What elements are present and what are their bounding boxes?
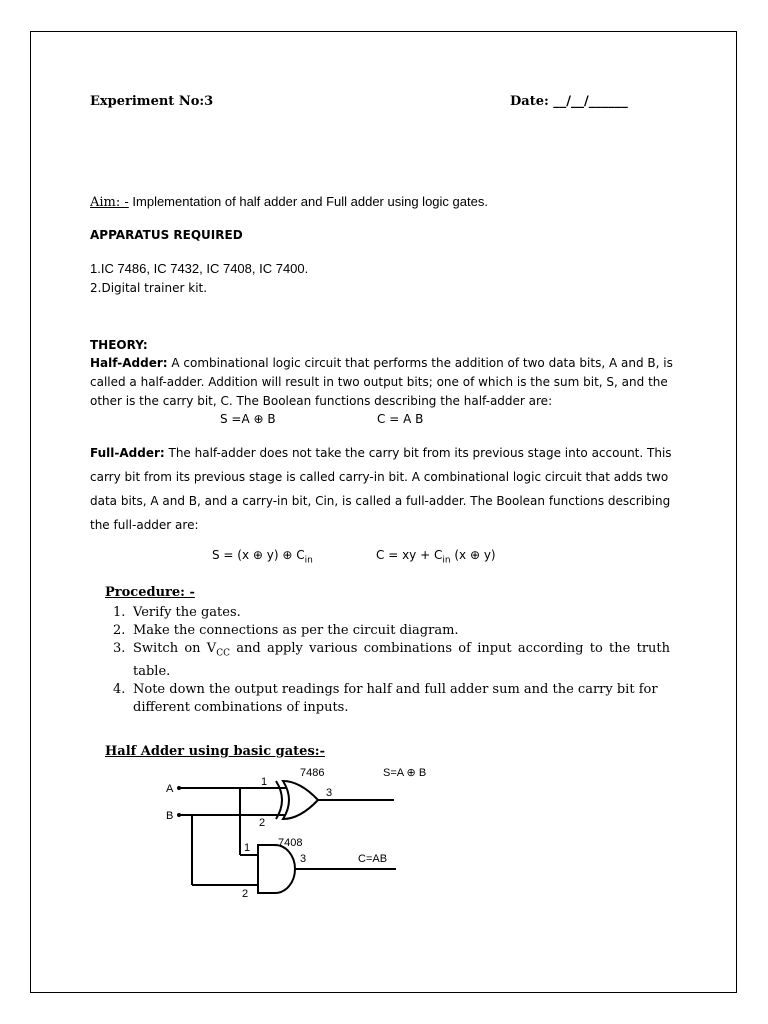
apparatus-item-1: 1.IC 7486, IC 7432, IC 7408, IC 7400. <box>90 261 309 276</box>
carry-label: C=AB <box>358 853 388 865</box>
step-text-tail: and apply various combinations of input according to the truth table. <box>133 641 671 679</box>
full-carry-subscript: in <box>442 555 451 566</box>
input-b-label: B <box>166 810 174 822</box>
xor-pin-2: 2 <box>259 817 266 829</box>
step-text: Make the connections as per the circuit diagram. <box>133 623 459 638</box>
procedure-heading: Procedure: - <box>105 585 195 600</box>
xor-pin-3: 3 <box>326 787 333 799</box>
step-text: Note down the output readings for half and full adder sum and the carry bit for different combinations of inputs. <box>133 681 658 715</box>
step-text: Verify the gates. <box>133 605 241 620</box>
full-carry-eq-text: C = xy + C <box>376 548 443 562</box>
xor-gate-body <box>283 781 318 819</box>
half-adder-sum-equation: S =A ⊕ B <box>220 412 276 426</box>
half-adder-label: Half-Adder: <box>90 356 168 370</box>
full-sum-eq-text: S = (x ⊕ y) ⊕ C <box>212 548 305 562</box>
full-adder-label: Full-Adder: <box>90 446 165 460</box>
sum-label: S=A ⊕ B <box>383 767 427 779</box>
and-pin-3: 3 <box>300 853 307 865</box>
step-number: 2. <box>113 623 126 638</box>
diagram-heading: Half Adder using basic gates:- <box>105 744 325 759</box>
full-sum-subscript: in <box>304 555 313 566</box>
full-carry-eq-tail: (x ⊕ y) <box>450 548 496 562</box>
step-number: 4. <box>113 681 126 697</box>
step-subscript: CC <box>216 648 230 659</box>
apparatus-heading: APPARATUS REQUIRED <box>90 228 243 242</box>
theory-heading: THEORY: <box>90 338 148 352</box>
input-b-dot <box>177 813 181 817</box>
step-number: 1. <box>113 605 126 620</box>
full-adder-text: The half-adder does not take the carry bit from its previous stage into account. This carry bit from its previous stage is called carry-in bit. A combinational logic circuit that adds two data bits, A and B, and a carry-in bit, Cin, is called a full-adder. The Boolean functions describing the full-adder are: <box>90 446 672 532</box>
aim-text: Implementation of half adder and Full adder using logic gates. <box>128 194 488 209</box>
half-adder-carry-equation: C = A B <box>377 412 424 426</box>
and-gate-body <box>258 845 295 893</box>
and-pin-1: 1 <box>244 842 251 854</box>
xor-ic-label: 7486 <box>300 767 325 779</box>
step-text: Switch on V <box>133 641 217 656</box>
and-pin-2: 2 <box>242 888 249 900</box>
experiment-number: Experiment No:3 <box>90 94 214 109</box>
input-a-label: A <box>166 783 174 795</box>
xor-pin-1: 1 <box>261 776 268 788</box>
and-ic-label: 7408 <box>278 837 303 849</box>
xor-gate-back-arc <box>276 781 282 819</box>
step-number: 3. <box>113 641 126 656</box>
half-adder-text: A combinational logic circuit that performs the addition of two data bits, A and B, is called a half-adder. Addition will result in two output bits; one of which is the sum bit, S, and the other is the carry bit, C. The Boolean functions describing the half-adder are: <box>90 356 673 408</box>
input-a-dot <box>177 786 181 790</box>
date-field: Date: __/__/______ <box>510 94 628 109</box>
apparatus-item-2: 2.Digital trainer kit. <box>90 281 208 295</box>
aim-label: Aim: - <box>90 195 129 210</box>
